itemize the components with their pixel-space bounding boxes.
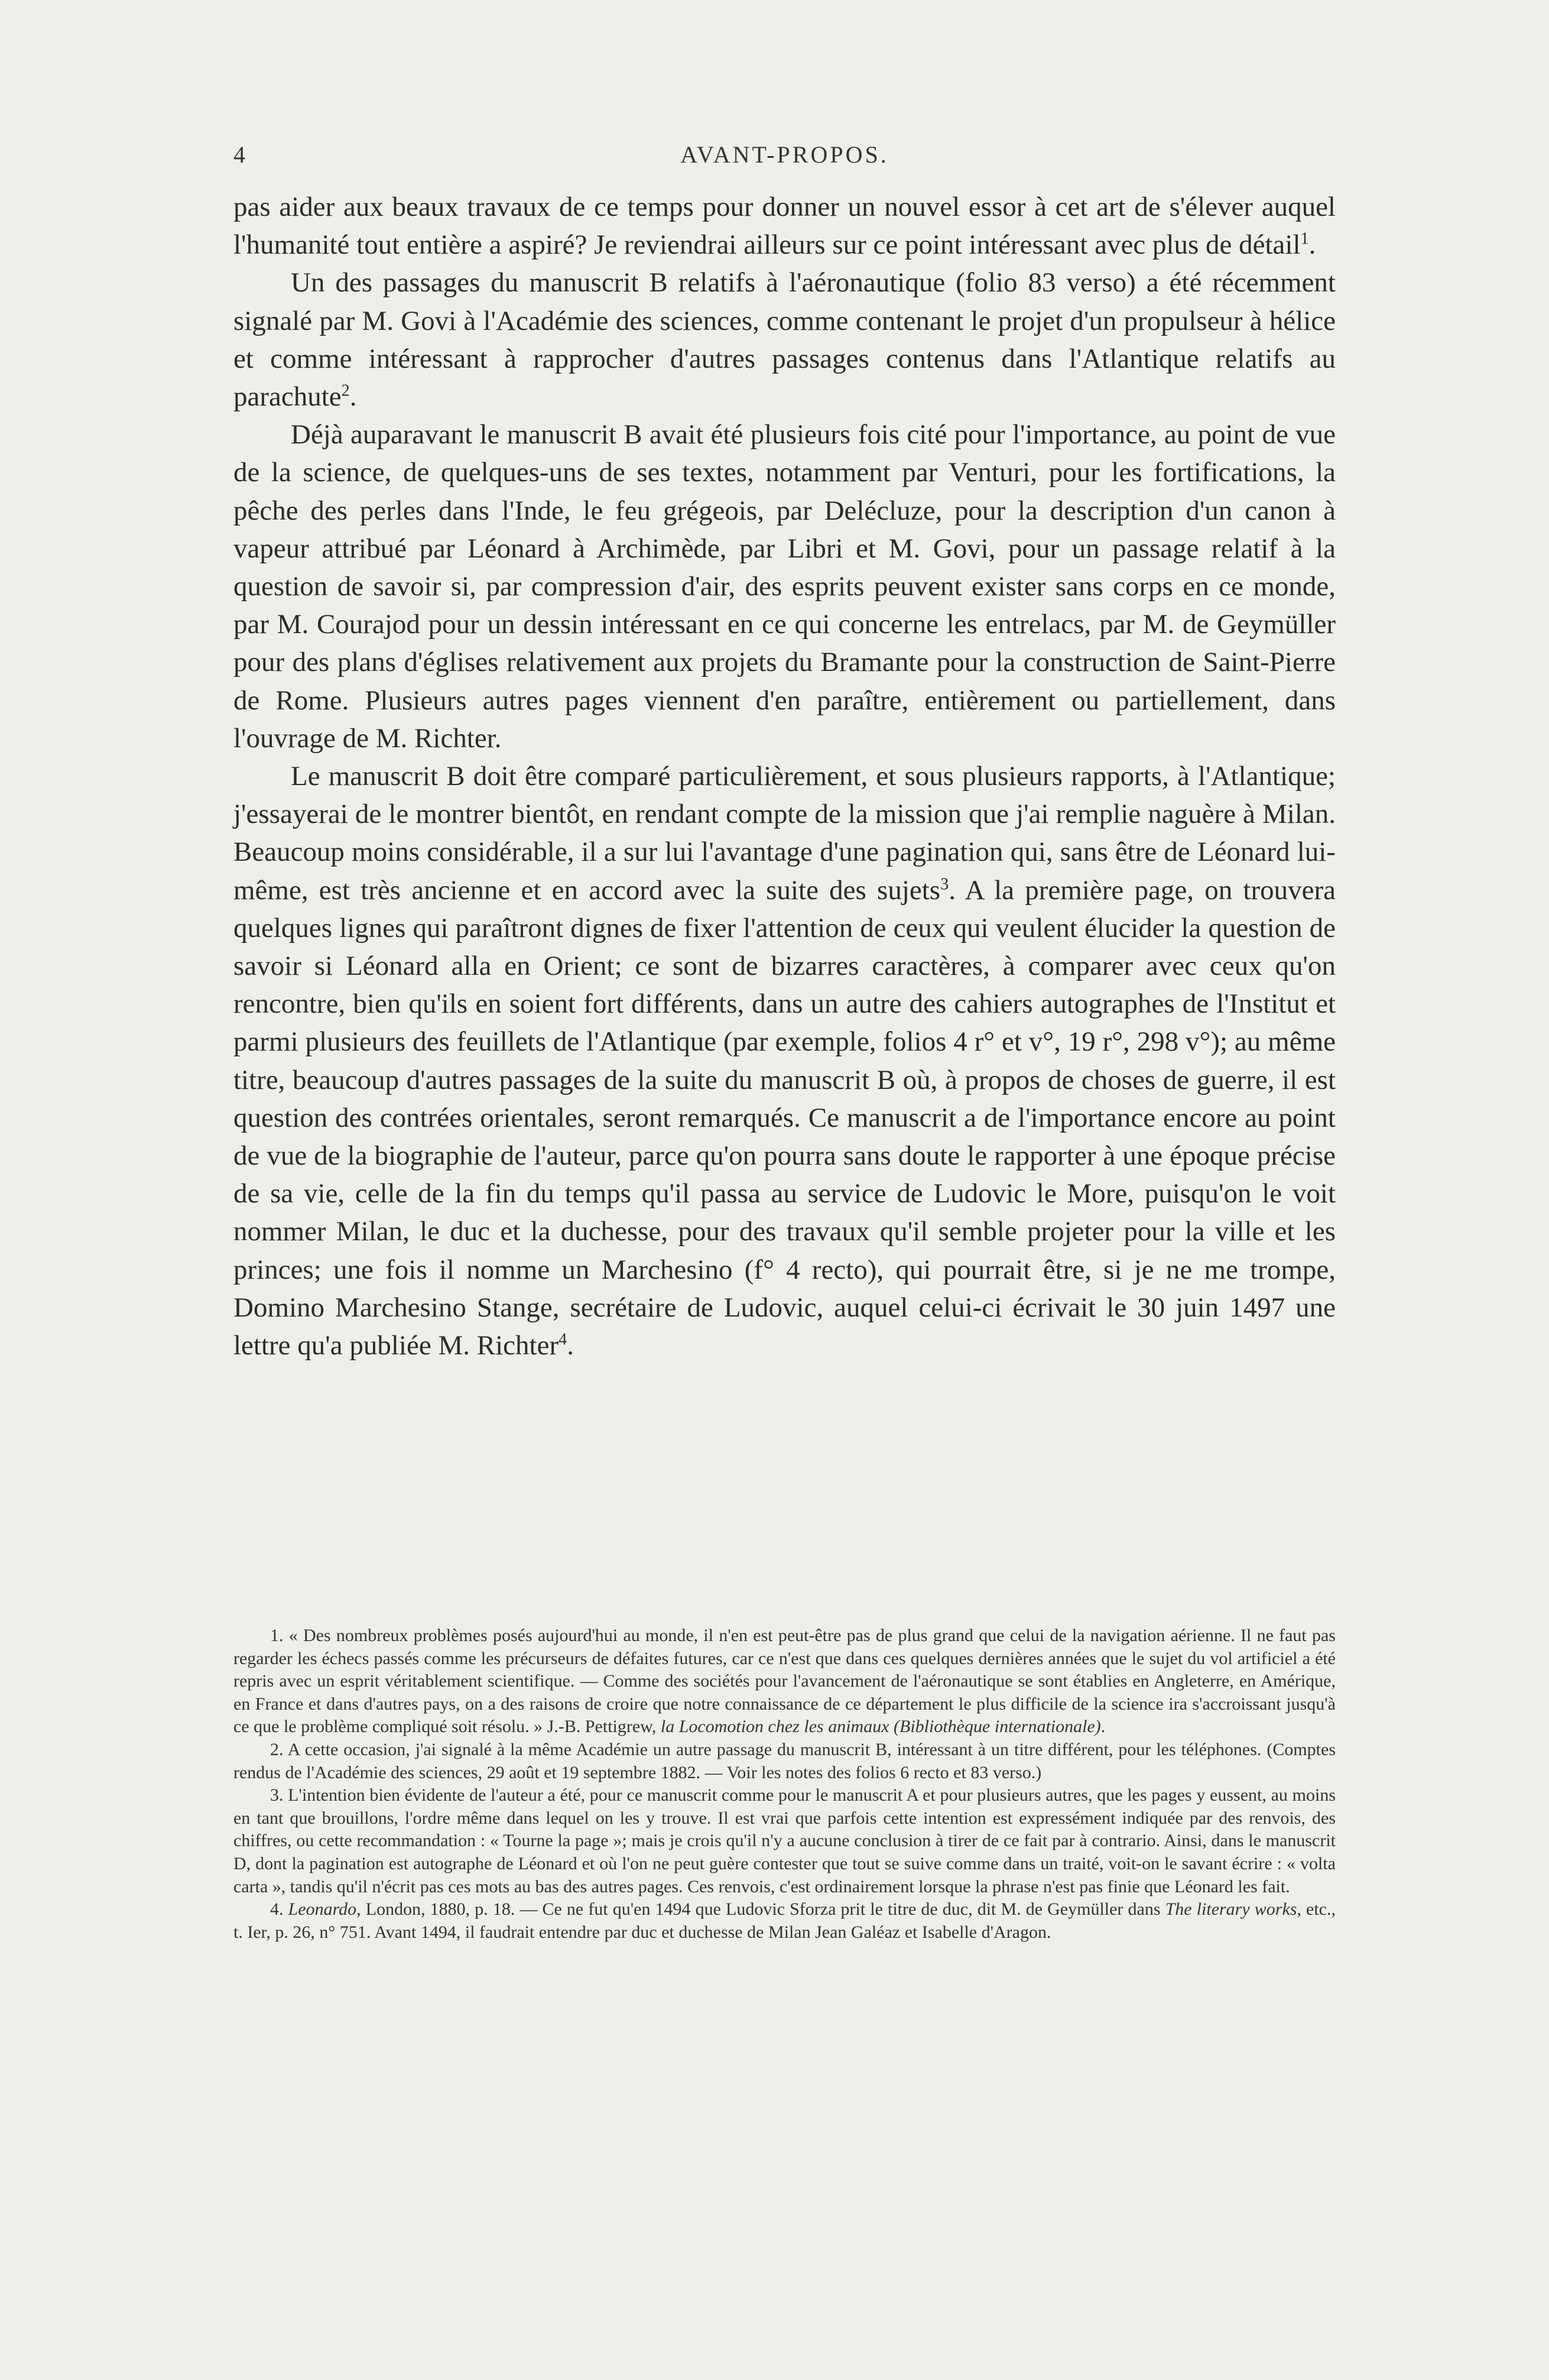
paragraph-1 [233, 188, 1336, 264]
footnote-ref-3: 3 [940, 875, 949, 893]
footnote-title: Leonardo [288, 1899, 357, 1919]
footnote-text: , London, 1880, p. 18. — Ce ne fut qu'en 1494 que Ludovic Sforza prit le titre de duc, dit M. de Geymüller dans [356, 1899, 1165, 1919]
page-header [233, 137, 1336, 173]
paragraph-text: pas aider aux beaux travaux de ce temps pour donner un nouvel essor à cet art de s'élever auquel l'humanité tout entière a aspiré? Je reviendrai ailleurs sur ce point intéressant avec plus de détail [233, 192, 1336, 261]
main-text [233, 188, 1336, 1364]
footnote-end: , etc., t. Ier, p. 26, n° 751. Avant 1494, il faudrait entendre par duc et duchesse de Milan Jean Galéaz et Isabelle d'Aragon. [233, 1899, 1336, 1942]
footnote-title: la Locomotion chez les animaux (Bibliothèque internationale) [660, 1717, 1101, 1737]
footnote-ref-2: 2 [341, 381, 350, 400]
footnote-end: . [1100, 1717, 1106, 1737]
footnotes [233, 1625, 1336, 1944]
footnote-ref-1: 1 [1300, 229, 1309, 248]
paragraph-end: . [1308, 229, 1316, 261]
footnote-3: 3. L'intention bien évidente de l'auteur a été, pour ce manuscrit comme pour le manuscrit A et pour plusieurs autres, que les pages y eussent, au moins en tant que brouillons, l'ordre même dans lequel on les y trouve. Il est vrai que parfois cette intention est expressément indiquée par des renvois, des chiffres, ou cette recommandation : « Tourne la page »; mais je crois qu'il n'y a aucune conclusion à tirer de ce fait par à contrario. Ainsi, dans le manuscrit D, dont la pagination est autographe de Léonard et où l'on ne peut guère contester que tout se suive comme dans un traité, voit-on le savant écrire : « volta carta », tandis qu'il n'écrit pas ces mots au bas des autres pages. Ces renvois, c'est ordinairement lorsque la phrase n'est pas finie que Léonard les fait. [233, 1785, 1336, 1896]
paragraph-text: Le manuscrit B doit être comparé particulièrement, et sous plusieurs rapports, à l'Atlantique; j'essayerai de le montrer bientôt, en rendant compte de la mission que j'ai remplie naguère à Milan. Beaucoup moins considérable, il a sur lui l'avantage d'une pagination qui, sans être de Léonard lui-même, est très ancienne et en accord avec la suite des sujets [233, 761, 1336, 906]
paragraph-end: . [349, 381, 357, 413]
footnote-2: 2. A cette occasion, j'ai signalé à la même Académie un autre passage du manuscrit B, intéressant à un titre différent, pour les téléphones. (Comptes rendus de l'Académie des sciences, 29 août et 19 septembre 1882. — Voir les notes des folios 6 recto et 83 verso.) [233, 1739, 1336, 1782]
paragraph-text: . A la première page, on trouvera quelques lignes qui paraîtront dignes de fixer l'attention de ceux qui veulent élucider la question de savoir si Léonard alla en Orient; ce sont de bizarres caractères, à comparer avec ceux qu'on rencontre, bien qu'ils en soient fort différents, dans un autre des cahiers autographes de l'Institut et parmi plusieurs des feuillets de l'Atlantique (par exemple, folios 4 r° et v°, 19 r°, 298 v°); au même titre, beaucoup d'autres passages de la suite du manuscrit B où, à propos de choses de guerre, il est question des contrées orientales, seront remarqués. Ce manuscrit a de l'importance encore au point de vue de la biographie de l'auteur, parce qu'on pourra sans doute le rapporter à une époque précise de sa vie, celle de la fin du temps qu'il passa au service de Ludovic le More, puisqu'on le voit nommer Milan, le duc et la duchesse, pour des travaux qu'il semble projeter pour la ville et les princes; une fois il nomme un Marchesino (f° 4 recto), qui pourrait être, si je ne me trompe, Domino Marchesino Stange, secrétaire de Ludovic, auquel celui-ci écrivait le 30 juin 1497 une lettre qu'a publiée M. Richter [233, 874, 1336, 1361]
footnote-ref-4: 4 [558, 1330, 567, 1349]
footnote-text: 1. « Des nombreux problèmes posés aujourd'hui au monde, il n'en est peut-être pas de plus grand que celui de la navigation aérienne. Il ne faut pas regarder les échecs passés comme les précurseurs de défaites futures, car ce n'est que dans ces quelques dernières années que le sujet du vol artificiel a été repris avec un esprit véritablement scientifique. — Comme des sociétés pour l'avancement de l'aéronautique se sont établies en Angleterre, en Amérique, en France et dans d'autres pays, on a des raisons de croire que notre connaissance de ce département le plus difficile de la science ira s'accroissant jusqu'à ce que le problème compliqué soit résolu. » J.-B. Pettigrew, [233, 1626, 1336, 1737]
paragraph-text: Un des passages du manuscrit B relatifs à l'aéronautique (folio 83 verso) a été récemment signalé par M. Govi à l'Académie des sciences, comme contenant le projet d'un propulseur à hélice et comme intéressant à rapprocher d'autres passages contenus dans l'Atlantique relatifs au parachute [233, 267, 1336, 413]
footnote-num: 4. [270, 1899, 288, 1919]
paragraph-2 [233, 264, 1336, 416]
footnote-title: The literary works [1165, 1899, 1297, 1919]
paragraph-3: Déjà auparavant le manuscrit B avait été plusieurs fois cité pour l'importance, au point de vue de la science, de quelques-uns de ses textes, notamment par Venturi, pour les fortifications, la pêche des perles dans l'Inde, le feu grégeois, par Delécluze, pour la description d'un canon à vapeur attribué par Léonard à Archimède, par Libri et M. Govi, pour un passage relatif à la question de savoir si, par compression d'air, des esprits peuvent exister sans corps en ce monde, par M. Courajod pour un dessin intéressant en ce qui concerne les entrelacs, par M. de Geymüller pour des plans d'églises relativement aux projets du Bramante pour la construction de Saint-Pierre de Rome. Plusieurs autres pages viennent d'en paraître, entièrement ou partiellement, dans l'ouvrage de M. Richter. [233, 419, 1336, 754]
paragraph-end: . [567, 1330, 574, 1361]
running-title: AVANT-PROPOS. [680, 141, 889, 168]
paragraph-4 [233, 757, 1336, 1364]
page-number: 4 [233, 141, 245, 168]
footnote-4 [233, 1898, 1336, 1944]
footnote-1 [233, 1625, 1336, 1739]
